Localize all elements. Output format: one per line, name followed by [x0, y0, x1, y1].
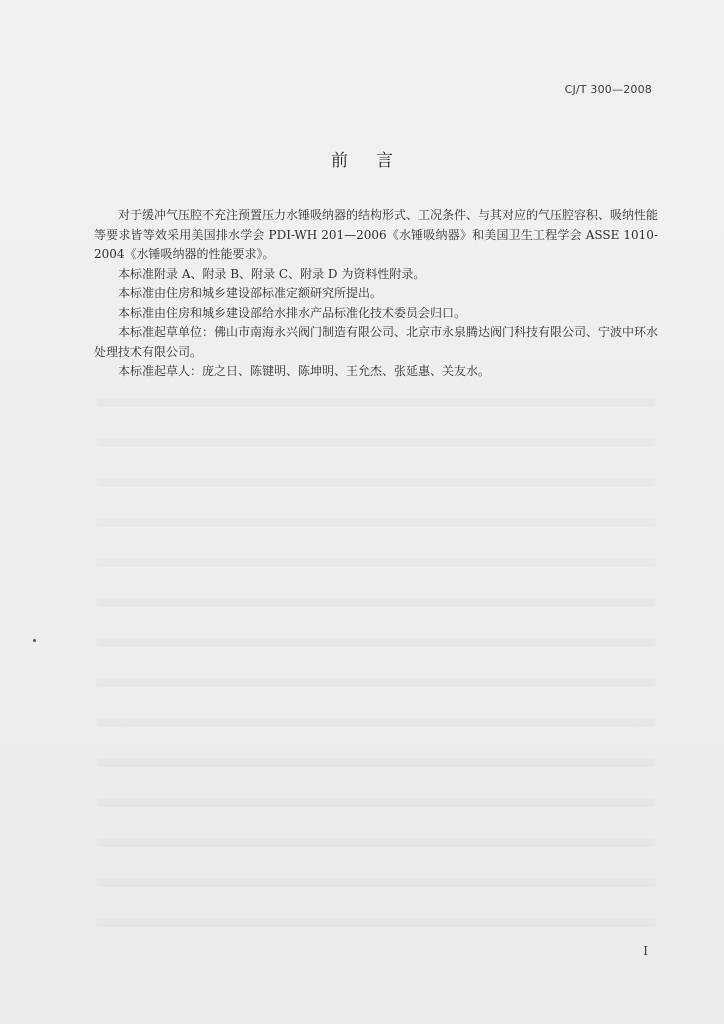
bleed-line [96, 758, 656, 767]
bleed-line [96, 478, 656, 487]
bleed-line [96, 838, 656, 847]
paragraph-proposer: 本标准由住房和城乡建设部标准定额研究所提出。 [118, 286, 383, 300]
paragraph-appendices: 本标准附录 A、附录 B、附录 C、附录 D 为资料性附录。 [118, 266, 426, 281]
standard-number: CJ/T 300—2008 [564, 83, 652, 96]
paragraph-drafters: 本标准起草人：庞之日、陈键明、陈坤明、王允杰、张延惠、关友水。 [118, 364, 491, 378]
paragraph-equivalence: 对于缓冲气压腔不充注预置压力水锤吸纳器的结构形式、工况条件、与其对应的气压腔容积、吸纳性能等要求皆等效采用美国排水学会 PDI-WH 201—2006《水锤吸纳器》和美国卫生工程学会 ASSE 1010-2004《水锤吸纳器的性能要求》。 [94, 208, 659, 261]
bleed-line [96, 638, 656, 647]
page-title: 前言 [331, 151, 421, 171]
bleed-line [96, 518, 656, 527]
bleed-line [96, 558, 656, 567]
bleed-line [96, 438, 656, 447]
bleed-line [96, 398, 656, 407]
bleed-line [96, 598, 656, 607]
bleed-line [96, 918, 656, 927]
bleed-line [96, 678, 656, 687]
page-number: I [643, 944, 648, 958]
foreword-body [94, 206, 658, 382]
bleed-line [96, 878, 656, 887]
bleed-line [96, 798, 656, 807]
paragraph-drafting-units: 本标准起草单位：佛山市南海永兴阀门制造有限公司、北京市永泉腾达阀门科技有限公司、宁波中环水处理技术有限公司。 [94, 325, 659, 359]
bleed-line [96, 718, 656, 727]
scan-speck [33, 639, 36, 642]
paragraph-administrator: 本标准由住房和城乡建设部给水排水产品标准化技术委员会归口。 [118, 305, 467, 320]
